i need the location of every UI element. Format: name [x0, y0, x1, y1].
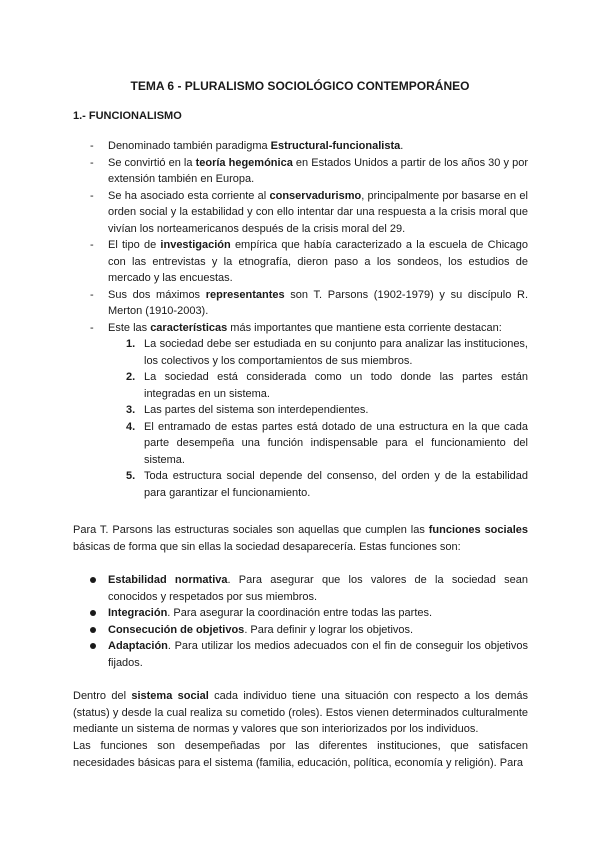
numbered-item: 5. Toda estructura social depende del consenso, del orden y de la estabilidad para garantizar el funcionamiento. [126, 470, 528, 499]
system-paragraph: Dentro del sistema social cada individuo tiene una situación con respecto a los demás (status) y desde la cual realiza su cometido (roles). Estos vienen determinados culturalmente mediante un sistema de normas y valores que son interiorizados por los individuos. [73, 690, 529, 735]
numbered-item: 1. La sociedad debe ser estudiada en su conjunto para analizar las instituciones, los colectivos y los comportamientos de sus miembros. [126, 338, 528, 367]
number-marker: 1. [126, 338, 136, 350]
dash-list [0, 138, 600, 501]
final-paragraph: Las funciones son desempeñadas por las diferentes instituciones, que satisfacen necesidades básicas para el sistema (familia, educación, política, economía y religión). Para [73, 740, 528, 769]
list-item: - Se ha asociado esta corriente al conservadurismo, principalmente por basarse en el orden social y la estabilidad y con ello intentar dar una respuesta a la crisis moral que vivían los norteamericanos después de la crisis moral del 29. [90, 189, 528, 235]
bullet-item: Adaptación. Para utilizar los medios adecuados con el fin de conseguir los objetivos fijados. [0, 638, 528, 671]
dash-marker: - [90, 156, 94, 169]
numbered-item: 3. Las partes del sistema son interdependientes. [0, 402, 528, 419]
section-heading: 1.- FUNCIONALISMO [73, 110, 182, 122]
list-item: - Denominado también paradigma Estructural-funcionalista. [0, 138, 528, 155]
list-item: - Este las características más importantes que mantiene esta corriente destacan: [0, 320, 528, 337]
bullet-dot-icon [90, 577, 96, 583]
bullet-dot-icon [90, 610, 96, 616]
list-item: - El tipo de investigación empírica que había caracterizado a la escuela de Chicago con las entrevistas y la etnografía, dieron paso a los sondeos, los estudios de mercado y las encuestas. [90, 239, 528, 284]
number-marker: 4. [126, 420, 136, 433]
bullet-dot-icon [90, 643, 96, 649]
number-marker: 2. [126, 371, 136, 383]
bullet-item: Integración. Para asegurar la coordinación entre todas las partes. [0, 605, 528, 622]
numbered-list [0, 336, 600, 501]
numbered-item: 4. El entramado de estas partes está dotado de una estructura en la que cada parte desempeña una función indispensable para el funcionamiento del sistema. [126, 420, 528, 466]
parsons-paragraph: Para T. Parsons las estructuras sociales son aquellas que cumplen las funciones sociales básicas de forma que sin ellas la sociedad desaparecería. Estas funciones son: [73, 524, 528, 553]
bullet-dot-icon [90, 627, 96, 633]
number-marker: 5. [126, 470, 136, 482]
bullet-list [0, 572, 600, 671]
numbered-item: 2. La sociedad está considerada como un todo donde las partes están integradas en un sistema. [126, 371, 528, 400]
list-item: - Sus dos máximos representantes son T. Parsons (1902-1979) y su discípulo R. Merton (1910-2003). [90, 288, 528, 317]
dash-marker: - [90, 189, 94, 202]
number-marker: 3. [126, 404, 136, 416]
bullet-item: Estabilidad normativa. Para asegurar que los valores de la sociedad sean conocidos y respetados por sus miembros. [0, 572, 528, 605]
bullet-item: Consecución de objetivos. Para definir y lograr los objetivos. [0, 622, 528, 639]
dash-marker: - [90, 288, 94, 301]
dash-marker: - [90, 140, 94, 152]
page-title: TEMA 6 - PLURALISMO SOCIOLÓGICO CONTEMPORÁNEO [130, 79, 470, 93]
list-item: - Se convirtió en la teoría hegemónica en Estados Unidos a partir de los años 30 y por extensión también en Europa. [90, 156, 528, 185]
dash-marker: - [90, 239, 94, 251]
dash-marker: - [90, 321, 94, 334]
